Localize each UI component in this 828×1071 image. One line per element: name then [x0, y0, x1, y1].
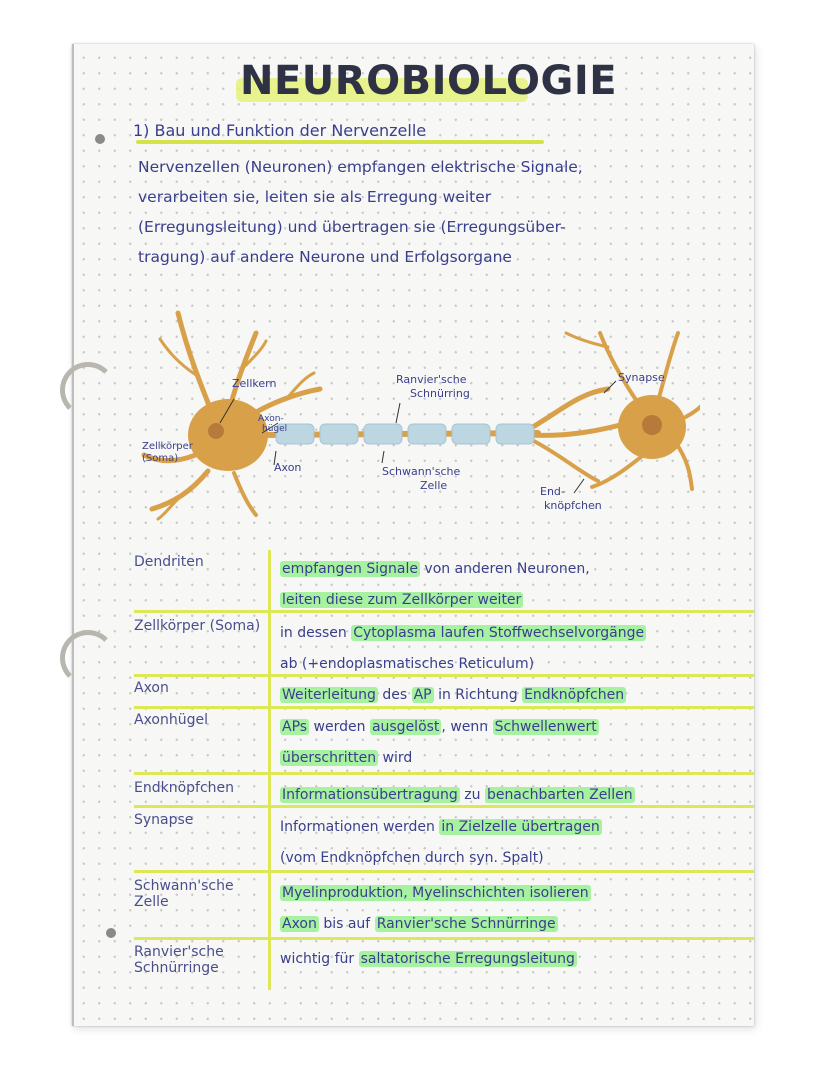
nucleus-left	[208, 423, 224, 439]
label-ranvier-2: Schnürring	[410, 387, 470, 400]
desc-line	[280, 649, 750, 680]
binder-ring	[60, 630, 116, 686]
highlight-span: Endknöpfchen	[524, 687, 625, 703]
highlight-span: benachbarten Zellen	[486, 787, 633, 803]
term-axonhuegel: Axonhügel	[134, 712, 209, 728]
desc-axonhuegel	[280, 712, 750, 774]
desc-zellkoerper	[280, 618, 750, 680]
binder-ring	[60, 362, 116, 418]
text-span: bis auf	[318, 916, 375, 932]
highlight-span: AP	[413, 687, 432, 703]
highlight-span: Schwellenwert	[494, 719, 597, 735]
term-dendriten: Dendriten	[134, 554, 204, 570]
desc-line	[280, 554, 750, 585]
highlight-span: Weiterleitung	[282, 687, 376, 703]
term-synapse: Synapse	[134, 812, 194, 828]
desc-axon	[280, 680, 750, 711]
text-span: wichtig für	[280, 951, 359, 967]
label-zellkoerper-1: Zellkörper	[142, 441, 193, 452]
term-schwann: Schwann'sche Zelle	[134, 878, 234, 910]
highlight-span: in Zielzelle übertragen	[441, 819, 600, 835]
text-span: , wenn	[441, 719, 493, 735]
label-ranvier-1: Ranvier'sche	[396, 373, 467, 386]
highlight-span: APs	[282, 719, 308, 735]
term-endknoepfchen: Endknöpfchen	[134, 780, 235, 796]
page-title: NEUROBIOLOGIE	[240, 58, 618, 104]
desc-line	[280, 843, 750, 874]
label-zellkern: Zellkern	[232, 377, 277, 390]
text-span: ab (+endoplasmatisches Reticulum)	[280, 656, 535, 672]
punch-hole	[95, 134, 105, 144]
desc-line	[280, 878, 750, 909]
highlight-span: Myelinproduktion, Myelinschichten isolieren	[282, 885, 589, 901]
term-axon: Axon	[134, 680, 169, 696]
term-zellkoerper: Zellkörper (Soma)	[134, 618, 261, 634]
highlight-span: leiten diese zum Zellkörper weiter	[282, 592, 522, 608]
desc-ranvier	[280, 944, 750, 975]
desc-endknoepfchen	[280, 780, 750, 811]
desc-line	[280, 812, 750, 843]
desc-line	[280, 944, 750, 975]
label-axonhuegel-2: hügel	[262, 424, 288, 434]
section-heading: 1) Bau und Funktion der Nervenzelle	[133, 121, 427, 140]
text-span: (vom Endknöpfchen durch syn. Spalt)	[280, 850, 544, 866]
desc-schwann	[280, 878, 750, 940]
desc-line	[280, 909, 750, 940]
intro-line: tragung) auf andere Neurone und Erfolgsorgane	[138, 248, 512, 266]
desc-line	[280, 712, 750, 743]
label-schwann-1: Schwann'sche	[382, 465, 461, 478]
intro-line: (Erregungsleitung) und übertragen sie (Erregungsüber-	[138, 218, 566, 236]
highlight-span: Cytoplasma laufen Stoffwechselvorgänge	[353, 625, 645, 641]
desc-line	[280, 618, 750, 649]
page-edge	[72, 44, 74, 1026]
highlight-span: ausgelöst	[371, 719, 440, 735]
highlight-span: Informationsübertragung	[282, 787, 458, 803]
desc-line	[280, 680, 750, 711]
desc-line	[280, 743, 750, 774]
intro-line: verarbeiten sie, leiten sie als Erregung weiter	[138, 188, 492, 206]
text-span: in dessen	[280, 625, 352, 641]
intro-paragraph	[138, 152, 718, 272]
desc-synapse	[280, 812, 750, 874]
table-divider	[268, 550, 271, 990]
label-zellkoerper-2: (Soma)	[142, 453, 179, 464]
text-span: Informationen werden	[280, 819, 440, 835]
label-synapse: Synapse	[618, 371, 665, 384]
highlight-span: Ranvier'sche Schnürringe	[376, 916, 556, 932]
highlight-span: überschritten	[282, 750, 377, 766]
highlight-span: saltatorische Erregungsleitung	[360, 951, 575, 967]
text-span: des	[377, 687, 412, 703]
label-endknoepfchen-1: End-	[540, 485, 565, 498]
text-span: von anderen Neuronen,	[419, 561, 590, 577]
text-span: werden	[309, 719, 370, 735]
punch-hole	[106, 928, 116, 938]
label-endknoepfchen-2: knöpfchen	[544, 499, 602, 512]
nucleus-right	[642, 415, 662, 435]
label-axonhuegel-1: Axon-	[258, 414, 284, 424]
desc-line	[280, 780, 750, 811]
text-span: wird	[378, 750, 413, 766]
desc-line	[280, 585, 750, 616]
intro-line: Nervenzellen (Neuronen) empfangen elektrische Signale,	[138, 158, 583, 176]
text-span: zu	[459, 787, 485, 803]
heading-underline	[136, 140, 544, 144]
neuron-diagram	[138, 303, 700, 527]
label-axon: Axon	[274, 461, 302, 474]
highlight-span: empfangen Signale	[282, 561, 418, 577]
label-schwann-2: Zelle	[420, 479, 448, 492]
term-ranvier: Ranvier'sche Schnürringe	[134, 944, 224, 976]
highlight-span: Axon	[282, 916, 317, 932]
text-span: in Richtung	[433, 687, 523, 703]
neuron-illustration	[138, 303, 700, 527]
desc-dendriten	[280, 554, 750, 616]
